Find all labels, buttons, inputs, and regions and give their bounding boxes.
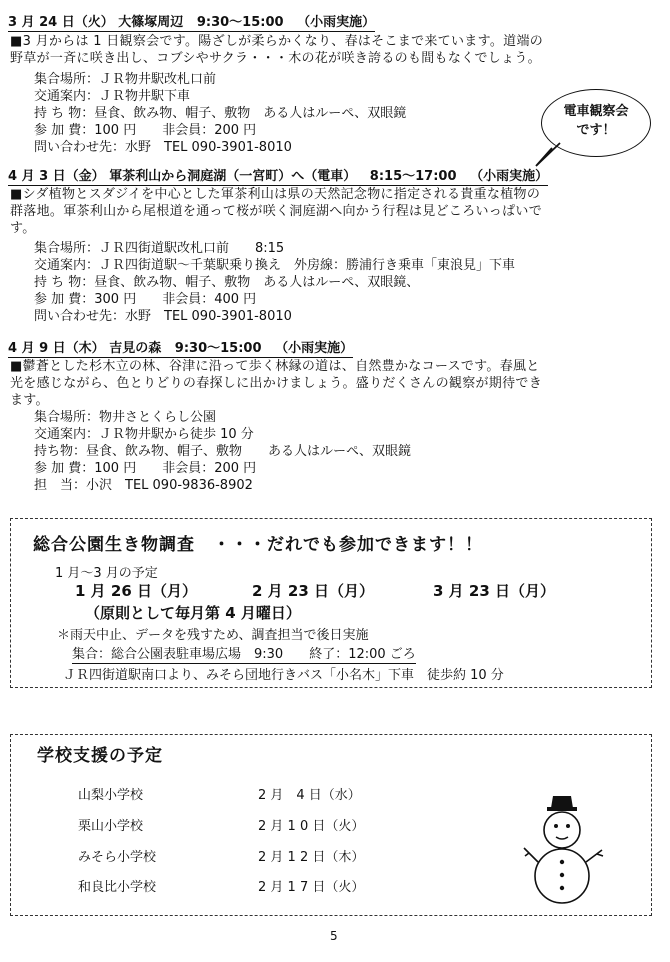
school-heading: 学校支援の予定 <box>37 746 163 766</box>
event-3-details <box>34 409 411 494</box>
event-3-note: （小雨実施） <box>275 341 354 356</box>
event-3-desc-line: ■鬱蒼とした杉木立の林、谷津に沿って歩く林縁の道は、自然豊かなコースです。春風と <box>10 359 540 374</box>
school-name: 栗山小学校 <box>78 819 144 834</box>
event-2-time: 8:15～17:00 <box>369 169 457 184</box>
event-2-desc-line: す。 <box>10 221 36 236</box>
event-1-date: 3 月 24 日（火） <box>8 15 114 30</box>
event-2-details <box>34 240 515 325</box>
event-2-title <box>8 168 548 185</box>
event-3-desc-line: 光を感じながら、色とりどりの春探しに出かけましょう。盛りだくさんの観察が期待でき <box>10 376 543 391</box>
event-2-place: 軍茶利山から洞庭湖（一宮町）へ（電車） <box>109 169 357 184</box>
event-3-contact: 担 当：小沢 TEL 090-9836-8902 <box>34 478 253 493</box>
school-date: 2 月 4 日（水） <box>258 788 361 803</box>
school-date: 2 月 1 0 日（火） <box>258 819 365 834</box>
school-date: 2 月 1 7 日（火） <box>258 880 365 895</box>
event-1-place: 大篠塚周辺 <box>118 15 184 30</box>
event-1-belongings: 持 ち 物：昼食、飲み物、帽子、敷物 ある人はルーペ、双眼鏡 <box>34 106 407 121</box>
event-2-meeting-place: 集合場所：ＪＲ四街道駅改札口前 8:15 <box>34 241 285 256</box>
event-2-belongings: 持 ち 物：昼食、飲み物、帽子、敷物 ある人はルーペ、双眼鏡、 <box>34 275 420 290</box>
event-1-description <box>10 33 660 67</box>
survey-rule: （原則として毎月第 4 月曜日） <box>85 604 301 622</box>
event-2-desc-line: ■シダ植物とスダジイを中心とした軍茶利山は県の天然記念物に指定される貴重な植物の <box>10 187 541 202</box>
bubble-tail-icon <box>530 140 570 170</box>
event-3-belongings: 持ち物：昼食、飲み物、帽子、敷物 ある人はルーペ、双眼鏡 <box>34 444 412 459</box>
event-3-description <box>10 358 660 409</box>
event-1-desc-line: ■3 月からは 1 日観察会です。陽ざしが柔らかくなり、春はそこまで来ています。道端の <box>10 34 544 49</box>
event-3-access: 交通案内：ＪＲ物井駅から徒歩 10 分 <box>34 427 254 442</box>
survey-heading: 総合公園生き物調査 ・・・だれでも参加できます！！ <box>33 535 483 555</box>
event-3-time: 9:30～15:00 <box>174 341 262 356</box>
event-3-title <box>8 340 353 357</box>
bubble-line-1: 電車観察会 <box>563 104 629 119</box>
survey-note: ＊雨天中止、データを残すため、調査担当で後日実施 <box>57 628 369 643</box>
event-1-fee: 参 加 費：100 円 非会員：200 円 <box>34 123 257 138</box>
event-3-fee: 参 加 費：100 円 非会員：200 円 <box>34 461 257 476</box>
event-2-description <box>10 186 660 237</box>
event-1-title <box>8 14 375 31</box>
event-1-contact: 問い合わせ先：水野 TEL 090-3901-8010 <box>34 140 292 155</box>
school-name: 山梨小学校 <box>78 788 144 803</box>
event-1-desc-line: 野草が一斉に咲き出し、コブシやサクラ・・・木の花が咲き誇るのも間もなくでしょう。 <box>10 51 541 66</box>
survey-date-3: 3 月 23 日（月） <box>433 582 555 600</box>
event-1-note: （小雨実施） <box>297 15 376 30</box>
school-name: みそら小学校 <box>78 850 157 865</box>
school-name: 和良比小学校 <box>78 880 157 895</box>
event-2-contact: 問い合わせ先：水野 TEL 090-3901-8010 <box>34 309 292 324</box>
survey-date-2: 2 月 23 日（月） <box>252 582 374 600</box>
event-2-note: （小雨実施） <box>470 169 549 184</box>
event-1-meeting-place: 集合場所：ＪＲ物井駅改札口前 <box>34 72 217 87</box>
event-3-date: 4 月 9 日（木） <box>8 341 105 356</box>
event-1-details <box>34 71 406 156</box>
event-3-meeting-place: 集合場所：物井さとくらし公園 <box>34 410 217 425</box>
bubble-line-2: です！ <box>576 123 616 138</box>
event-1-access: 交通案内：ＪＲ物井駅下車 <box>34 89 191 104</box>
event-2-desc-line: 群落地。軍茶利山から尾根道を通って桜が咲く洞庭湖へ向かう行程は見どころいっぱいで <box>10 204 543 219</box>
survey-meeting: 集合：総合公園表駐車場広場 9:30 終了：12:00 ごろ <box>72 647 416 662</box>
snowman-icon <box>520 796 610 908</box>
survey-date-1: 1 月 26 日（月） <box>75 582 197 600</box>
event-3-desc-line: ます。 <box>10 393 49 408</box>
event-2-date: 4 月 3 日（金） <box>8 169 105 184</box>
school-date: 2 月 1 2 日（木） <box>258 850 365 865</box>
event-2-fee: 参 加 費：300 円 非会員：400 円 <box>34 292 257 307</box>
event-1-time: 9:30～15:00 <box>196 15 284 30</box>
event-2-access: 交通案内：ＪＲ四街道駅～千葉駅乗り換え 外房線：勝浦行き乗車「東浪見」下車 <box>34 258 516 273</box>
survey-period: 1 月～3 月の予定 <box>55 566 158 581</box>
event-3-place: 吉見の森 <box>109 341 162 356</box>
survey-access: ＪＲ四街道駅南口より、みそら団地行きバス「小名木」下車 徒歩約 10 分 <box>63 668 504 683</box>
page-number: 5 <box>330 929 338 943</box>
